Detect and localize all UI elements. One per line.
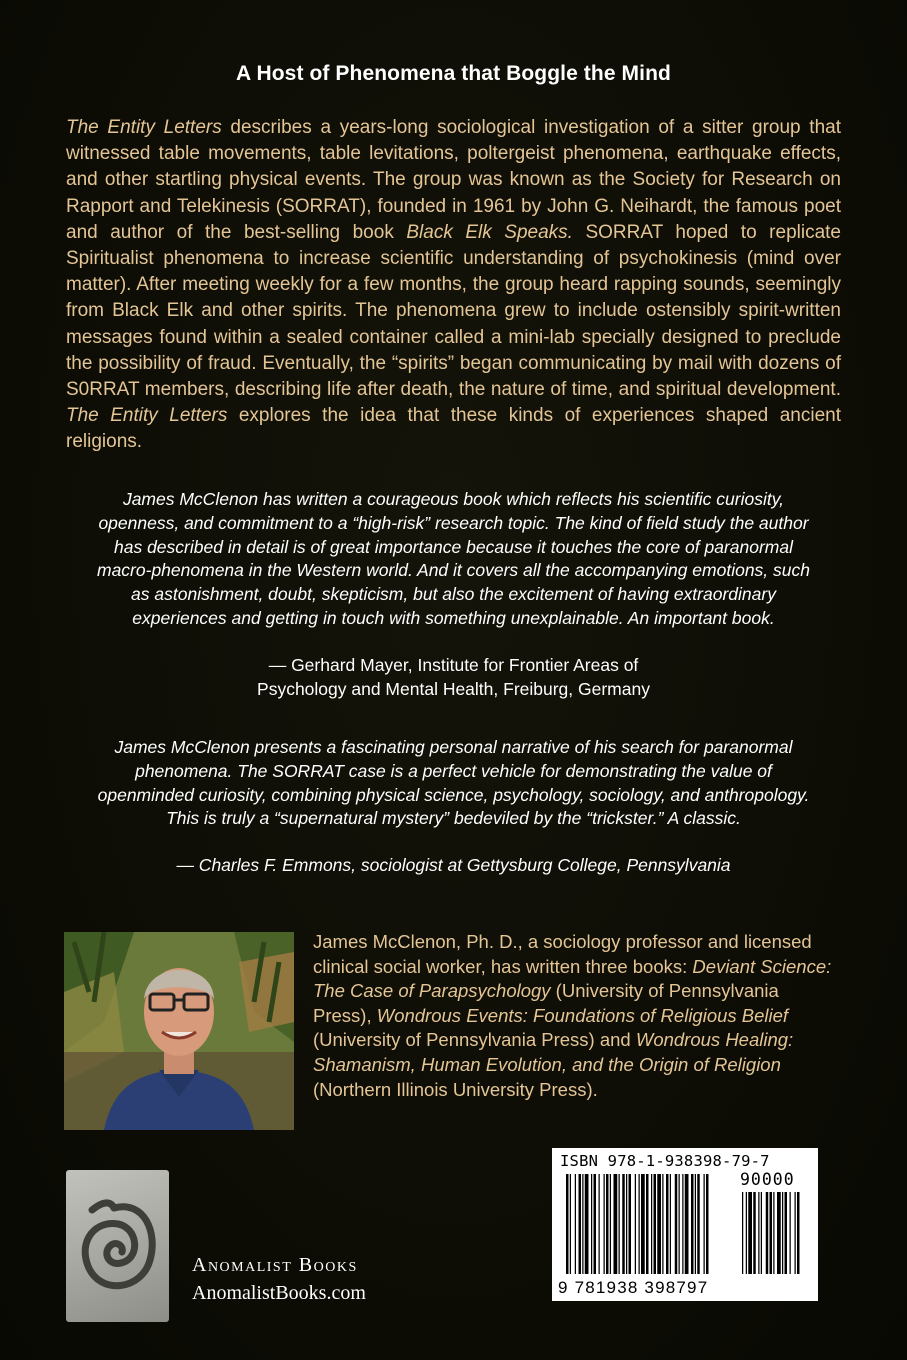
barcode-bar xyxy=(566,1174,569,1274)
barcode-bar xyxy=(606,1174,609,1274)
barcode-bar xyxy=(758,1192,759,1274)
barcode-bar xyxy=(629,1174,632,1274)
barcode-bar xyxy=(582,1174,583,1274)
barcode-bar xyxy=(646,1174,649,1274)
barcode-bar xyxy=(782,1192,783,1274)
barcode-bar xyxy=(697,1174,700,1274)
barcode-bar xyxy=(594,1174,597,1274)
bio-text: (University of Pennsylvania Press), xyxy=(313,980,779,1026)
barcode-bar xyxy=(579,1174,582,1274)
barcode-bar xyxy=(670,1174,671,1274)
barcode-bar xyxy=(626,1174,627,1274)
barcode-bar xyxy=(777,1192,781,1274)
attribution-line: Psychology and Mental Health, Freiburg, Germany xyxy=(257,678,650,699)
barcode-bar xyxy=(604,1174,605,1274)
barcode-bar xyxy=(753,1192,756,1274)
isbn-label: ISBN 978-1-938398-79-7 xyxy=(560,1152,770,1170)
endorsement-attribution-2: — Charles F. Emmons, sociologist at Gettysburg College, Pennsylvania xyxy=(176,855,731,875)
barcode-digits: 9 781938 398797 xyxy=(558,1278,709,1297)
barcode-bar xyxy=(679,1174,680,1274)
referenced-book-title: Black Elk Speaks. xyxy=(406,221,573,243)
author-photo xyxy=(64,932,294,1130)
publisher-name: Anomalist Books xyxy=(192,1254,358,1276)
barcode-bar xyxy=(666,1174,669,1274)
endorsement-attribution-1 xyxy=(90,654,817,702)
barcode-bar xyxy=(651,1174,652,1274)
barcode-bar xyxy=(748,1192,752,1274)
book-description xyxy=(66,115,841,456)
bio-book-title: Wondrous Events: Foundations of Religious Belief xyxy=(376,1004,789,1026)
barcode-bar xyxy=(635,1174,636,1274)
barcode-bar xyxy=(790,1192,791,1274)
barcode-bar xyxy=(761,1192,762,1274)
publisher-url: AnomalistBooks.com xyxy=(192,1282,366,1304)
barcode-bar xyxy=(614,1174,618,1274)
barcode-bar xyxy=(685,1174,689,1274)
bio-text: (University of Pennsylvania Press) and xyxy=(313,1029,636,1051)
spiral-icon xyxy=(66,1170,169,1322)
endorsement-quote-2: James McClenon presents a fascinating personal narrative of his search for paranormal phenomena. The SORRAT case is a perfect vehicle for demonstrating the value of openminded curiosity, combining physical science, psychology, sociology, and anthropology. This is truly a “supernatural mystery” bedeviled by the “trickster.” A classic. xyxy=(97,737,810,829)
barcode-bar xyxy=(657,1174,661,1274)
barcode-bar xyxy=(639,1174,640,1274)
bio-book-title: Deviant Science: The Case of Parapsychology xyxy=(313,955,832,1002)
barcode-bar xyxy=(704,1174,705,1274)
attribution-line: — Gerhard Mayer, Institute for Frontier Areas of xyxy=(268,655,639,675)
page-title: A Host of Phenomena that Boggle the Mind xyxy=(236,62,671,85)
barcode-bar xyxy=(570,1174,571,1274)
barcode-bar xyxy=(622,1174,625,1274)
price-code: 90000 xyxy=(740,1170,795,1189)
barcode-bar xyxy=(641,1174,645,1274)
author-portrait-illustration xyxy=(64,932,294,1130)
barcode-bar xyxy=(619,1174,620,1274)
author-bio xyxy=(313,930,833,1102)
barcode-bar xyxy=(585,1174,589,1274)
barcode-bar xyxy=(691,1174,694,1274)
barcode-bar xyxy=(797,1192,800,1274)
barcode-bar xyxy=(742,1192,743,1274)
barcode-bar xyxy=(662,1174,663,1274)
publisher-logo xyxy=(66,1170,169,1322)
barcode-bar xyxy=(795,1192,796,1274)
barcode-bar xyxy=(610,1174,611,1274)
bio-text: (Northern Illinois University Press). xyxy=(313,1078,598,1100)
barcode-bar xyxy=(682,1174,683,1274)
barcode-bar xyxy=(599,1174,600,1274)
barcode-bar xyxy=(695,1174,696,1274)
barcode-bar xyxy=(773,1192,774,1274)
barcode-bar xyxy=(675,1174,678,1274)
barcode-bar xyxy=(766,1192,769,1274)
endorsement-quote-1: James McClenon has written a courageous book which reflects his scientific curiosity, openness, and commitment to a “high-risk” research topic. The kind of field study the author has described in detail is of great importance because it touches the core of paranormal macro-phenomena in the Western world. And it covers all the accompanying emotions, such as astonishment, doubt, skepticism, but also the excitement of having extraordinary experiences and getting in touch with something unexplainable. An important book. xyxy=(97,489,810,628)
bio-text: James McClenon, Ph. D., a sociology professor and licensed clinical social worker, has written three books: xyxy=(313,931,812,977)
isbn-barcode xyxy=(552,1148,818,1301)
description-text: SORRAT hoped to replicate Spiritualist phenomena to increase scientific understanding of psychokinesis (mind over matter). After meeting weekly for a few months, the group heard rapping sounds, seemingly from Black Elk and other spirits. The phenomena grew to include ostensibly spirit-written messages found within a sealed container called a mini-lab specially designed to preclude the possibility of fraud. Eventually, the “spirits” began communicating by mail with dozens of S0RRAT members, describing life after death, the nature of time, and spiritual development. xyxy=(66,221,841,401)
barcode-bar xyxy=(654,1174,657,1274)
book-title-italic: The Entity Letters xyxy=(66,405,228,427)
bio-book-title: Wondrous Healing: Shamanism, Human Evolution, and the Origin of Religion xyxy=(313,1029,794,1075)
barcode-bar xyxy=(706,1174,709,1274)
description-text: explores the idea that these kinds of experiences shaped ancient religions. xyxy=(66,405,841,453)
book-title-italic: The Entity Letters xyxy=(66,117,222,138)
barcode-bar xyxy=(770,1192,773,1274)
barcode-bar xyxy=(746,1192,747,1274)
barcode-bar xyxy=(785,1192,788,1274)
barcode-bar xyxy=(591,1174,592,1274)
barcode-bar xyxy=(575,1174,576,1274)
description-text: describes a years-long sociological investigation of a sitter group that witnessed table movements, table levitations, poltergeist phenomena, earthquake effects, and other startling physical events. The group was known as the Society for Research on Rapport and Telekinesis (SORRAT), founded in 1961 by John G. Neihardt, the famous poet and author of the best-selling book xyxy=(66,117,841,243)
